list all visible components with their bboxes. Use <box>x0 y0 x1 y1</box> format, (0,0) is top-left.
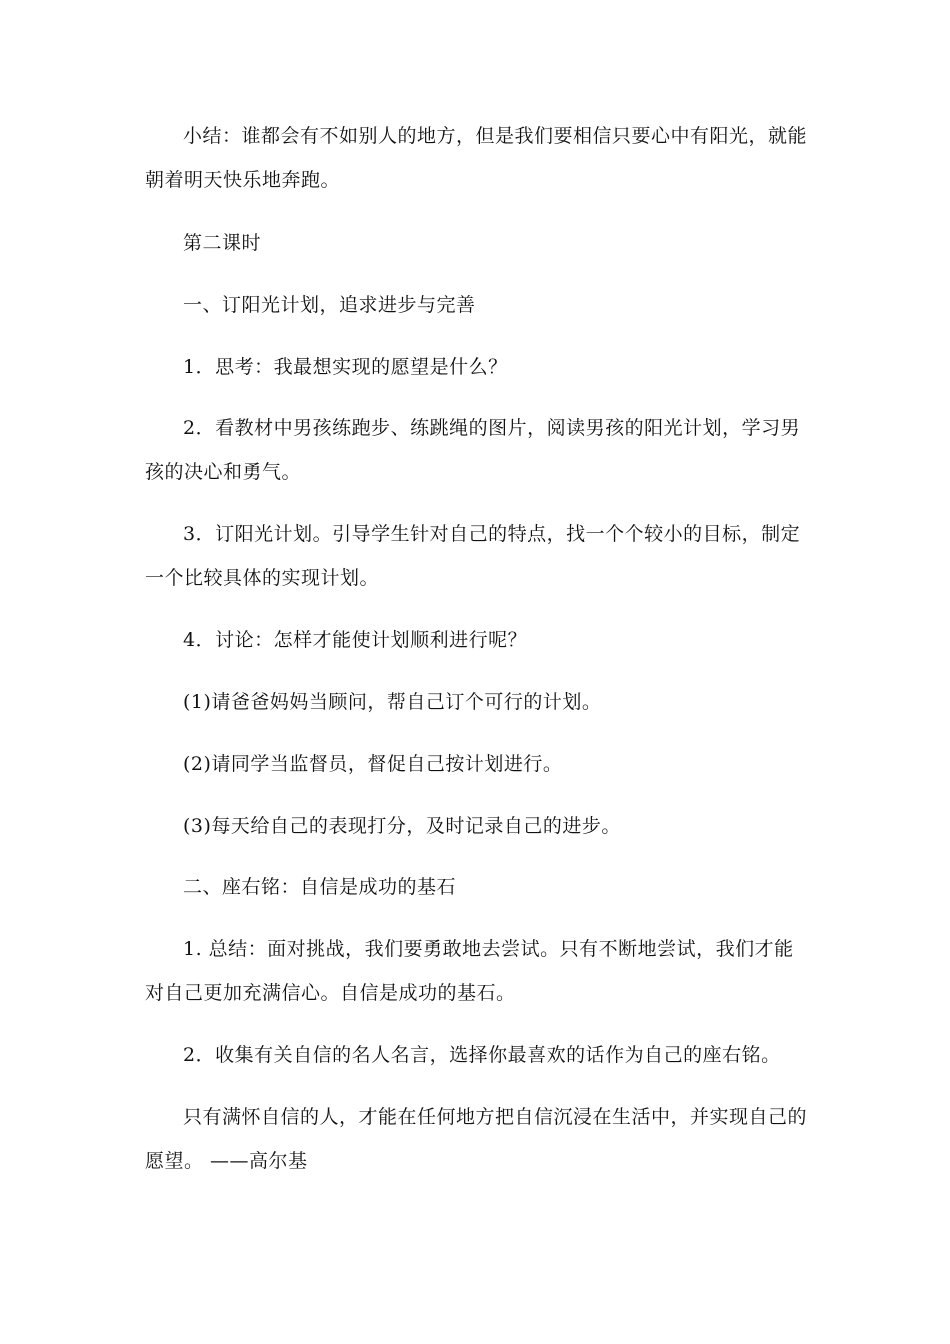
quote-paragraph: 只有满怀自信的人，才能在任何地方把自信沉浸在生活中，并实现自己的愿望。 ——高尔基 <box>145 1106 808 1172</box>
document-page <box>145 0 810 1344</box>
section-heading-2: 二、座右铭：自信是成功的基石 <box>183 876 457 898</box>
sub-item-classmates: (2)请同学当监督员，督促自己按计划进行。 <box>183 753 563 775</box>
sub-item-score: (3)每天给自己的表现打分，及时记录自己的进步。 <box>183 815 621 837</box>
list-item-textbook: 2．看教材中男孩练跑步、练跳绳的图片，阅读男孩的阳光计划，学习男孩的决心和勇气。 <box>145 417 801 483</box>
sub-item-parents: (1)请爸爸妈妈当顾问，帮自己订个可行的计划。 <box>183 691 602 713</box>
summary-paragraph: 小结：谁都会有不如别人的地方，但是我们要相信只要心中有阳光，就能朝着明天快乐地奔跑。 <box>145 125 808 191</box>
section-heading-1: 一、订阳光计划，追求进步与完善 <box>183 294 476 316</box>
list-item-summary: 1. 总结：面对挑战，我们要勇敢地去尝试。只有不断地尝试，我们才能对自己更加充满信心。自信是成功的基石。 <box>145 938 794 1004</box>
list-item-think: 1．思考：我最想实现的愿望是什么？ <box>183 356 508 378</box>
lesson-heading: 第二课时 <box>183 232 262 254</box>
list-item-plan: 3．订阳光计划。引导学生针对自己的特点，找一个个较小的目标，制定一个比较具体的实现计划。 <box>145 523 801 589</box>
list-item-collect: 2．收集有关自信的名人名言，选择你最喜欢的话作为自己的座右铭。 <box>183 1044 781 1066</box>
list-item-discuss: 4．讨论：怎样才能使计划顺利进行呢？ <box>183 629 528 651</box>
